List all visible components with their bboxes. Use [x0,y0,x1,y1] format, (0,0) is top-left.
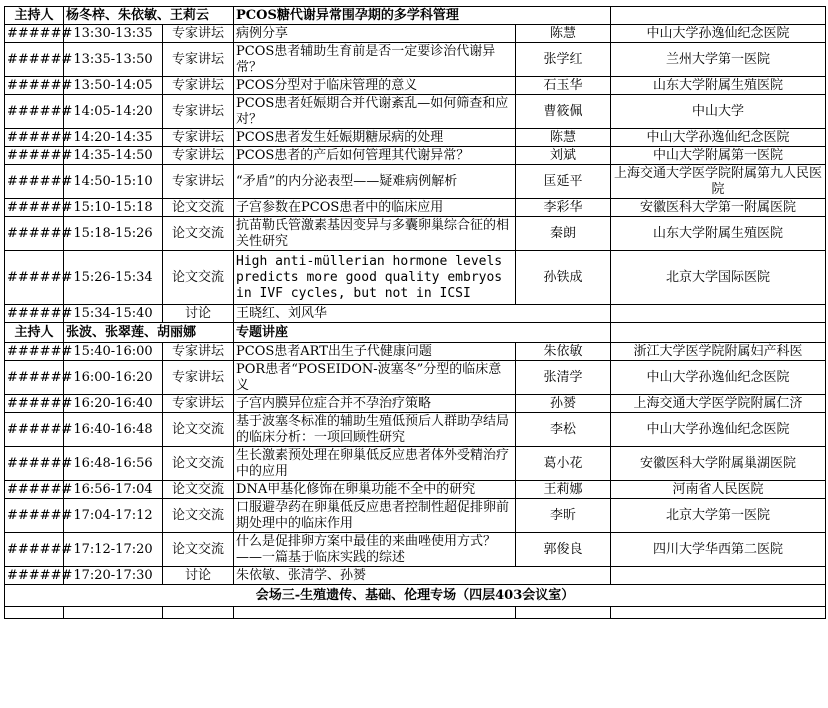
date-cell: ###### [5,43,64,77]
time-cell: 16:40-16:48 [64,413,163,447]
host-names: 张波、张翠莲、胡丽娜 [64,323,234,343]
date-cell: ###### [5,447,64,481]
speaker-cell: 朱依敏 [516,343,611,361]
time-cell: 15:18-15:26 [64,217,163,251]
type-cell: 专家讲坛 [163,343,234,361]
schedule-row [5,447,826,481]
institution-cell: 山东大学附属生殖医院 [611,77,826,95]
session-title: PCOS糖代谢异常围孕期的多学科管理 [234,7,611,25]
type-cell: 专家讲坛 [163,395,234,413]
type-cell: 论文交流 [163,533,234,567]
topic-cell: PCOS患者ART出生子代健康问题 [234,343,516,361]
date-cell: ###### [5,395,64,413]
time-cell: 15:34-15:40 [64,305,163,323]
schedule-row [5,533,826,567]
speaker-cell: 李昕 [516,499,611,533]
institution-cell: 北京大学第一医院 [611,499,826,533]
institution-cell: 兰州大学第一医院 [611,43,826,77]
empty-cell [611,323,826,343]
time-cell: 16:20-16:40 [64,395,163,413]
time-cell: 16:00-16:20 [64,361,163,395]
schedule-row [5,413,826,447]
topic-cell: 病例分享 [234,25,516,43]
empty-cell [5,607,64,619]
speaker-cell: 郭俊良 [516,533,611,567]
speaker-cell: 刘斌 [516,147,611,165]
schedule-row [5,343,826,361]
date-cell: ###### [5,567,64,585]
speaker-cell: 陈慧 [516,25,611,43]
topic-cell: PCOS患者的产后如何管理其代谢异常？ [234,147,516,165]
empty-cell [611,7,826,25]
institution-cell: 浙江大学医学院附属妇产科医 [611,343,826,361]
time-cell: 15:10-15:18 [64,199,163,217]
topic-cell: High anti-müllerian hormone levels predicts more good quality embryos in IVF cycles, but not in ICSI [234,251,516,305]
type-cell: 专家讲坛 [163,95,234,129]
host-names: 杨冬梓、朱依敏、王莉云 [64,7,234,25]
topic-cell: POR患者“POSEIDON-波塞冬”分型的临床意义 [234,361,516,395]
time-cell: 17:12-17:20 [64,533,163,567]
date-cell: ###### [5,95,64,129]
date-cell: ###### [5,343,64,361]
time-cell: 14:05-14:20 [64,95,163,129]
institution-cell: 四川大学华西第二医院 [611,533,826,567]
date-cell: ###### [5,129,64,147]
empty-cell [163,607,234,619]
type-cell: 论文交流 [163,447,234,481]
institution-cell: 山东大学附属生殖医院 [611,217,826,251]
speaker-cell: 李彩华 [516,199,611,217]
speaker-cell: 曹筱佩 [516,95,611,129]
schedule-row [5,567,826,585]
time-cell: 17:20-17:30 [64,567,163,585]
institution-cell: 北京大学国际医院 [611,251,826,305]
schedule-row [5,251,826,305]
date-cell: ###### [5,77,64,95]
type-cell: 论文交流 [163,413,234,447]
schedule-row [5,95,826,129]
next-row-partial [5,607,826,619]
date-cell: ###### [5,199,64,217]
schedule-row [5,147,826,165]
empty-cell [234,607,516,619]
date-cell: ###### [5,25,64,43]
speaker-cell: 匡延平 [516,165,611,199]
venue-row [5,585,826,607]
type-cell: 专家讲坛 [163,165,234,199]
type-cell: 论文交流 [163,199,234,217]
speaker-cell: 王莉娜 [516,481,611,499]
schedule-row [5,481,826,499]
type-cell: 专家讲坛 [163,77,234,95]
topic-cell: 什么是促排卵方案中最佳的来曲唑使用方式？ ——一篇基于临床实践的综述 [234,533,516,567]
time-cell: 14:20-14:35 [64,129,163,147]
topic-cell: 口服避孕药在卵巢低反应患者控制性超促排卵前期处理中的临床作用 [234,499,516,533]
topic-cell: 子宫参数在PCOS患者中的临床应用 [234,199,516,217]
empty-cell [516,607,611,619]
type-cell: 论文交流 [163,251,234,305]
date-cell: ###### [5,413,64,447]
schedule-row [5,361,826,395]
date-cell: ###### [5,361,64,395]
date-cell: ###### [5,147,64,165]
speaker-cell: 秦朗 [516,217,611,251]
institution-cell [611,567,826,585]
schedule-row [5,305,826,323]
topic-cell: PCOS分型对于临床管理的意义 [234,77,516,95]
topic-cell: 子宫内膜异位症合并不孕治疗策略 [234,395,516,413]
institution-cell: 河南省人民医院 [611,481,826,499]
topic-cell: DNA甲基化修饰在卵巢功能不全中的研究 [234,481,516,499]
speaker-cell: 葛小花 [516,447,611,481]
institution-cell: 安徽医科大学第一附属医院 [611,199,826,217]
topic-cell: PCOS患者辅助生育前是否一定要诊治代谢异常？ [234,43,516,77]
date-cell: ###### [5,165,64,199]
type-cell: 讨论 [163,567,234,585]
schedule-row [5,77,826,95]
type-cell: 讨论 [163,305,234,323]
speaker-cell: 孙赟 [516,395,611,413]
topic-cell: PCOS患者妊娠期合并代谢紊乱—如何筛查和应对？ [234,95,516,129]
time-cell: 17:04-17:12 [64,499,163,533]
host-label: 主持人 [5,323,64,343]
discussion-participants: 王晓红、刘风华 [234,305,611,323]
institution-cell: 中山大学附属第一医院 [611,147,826,165]
topic-cell: “矛盾”的内分泌表型——疑难病例解析 [234,165,516,199]
schedule-row [5,199,826,217]
date-cell: ###### [5,499,64,533]
time-cell: 15:26-15:34 [64,251,163,305]
speaker-cell: 石玉华 [516,77,611,95]
institution-cell: 中山大学孙逸仙纪念医院 [611,413,826,447]
schedule-row [5,395,826,413]
schedule-row [5,43,826,77]
institution-cell: 中山大学孙逸仙纪念医院 [611,25,826,43]
time-cell: 15:40-16:00 [64,343,163,361]
institution-cell: 上海交通大学医学院附属第九人民医院 [611,165,826,199]
empty-cell [64,607,163,619]
institution-cell: 安徽医科大学附属巢湖医院 [611,447,826,481]
session-header-row [5,7,826,25]
date-cell: ###### [5,481,64,499]
schedule-row [5,129,826,147]
institution-cell: 中山大学孙逸仙纪念医院 [611,361,826,395]
type-cell: 论文交流 [163,499,234,533]
venue-title: 会场三-生殖遗传、基础、伦理专场（四层403会议室） [5,585,826,607]
schedule-table [4,6,826,619]
session-title: 专题讲座 [234,323,611,343]
speaker-cell: 李松 [516,413,611,447]
discussion-participants: 朱依敏、张清学、孙赟 [234,567,611,585]
institution-cell: 中山大学 [611,95,826,129]
date-cell: ###### [5,251,64,305]
date-cell: ###### [5,217,64,251]
speaker-cell: 陈慧 [516,129,611,147]
time-cell: 14:50-15:10 [64,165,163,199]
date-cell: ###### [5,305,64,323]
institution-cell: 上海交通大学医学院附属仁济 [611,395,826,413]
schedule-row [5,165,826,199]
type-cell: 专家讲坛 [163,129,234,147]
time-cell: 13:50-14:05 [64,77,163,95]
time-cell: 16:48-16:56 [64,447,163,481]
empty-cell [611,607,826,619]
host-label: 主持人 [5,7,64,25]
schedule-row [5,25,826,43]
type-cell: 专家讲坛 [163,147,234,165]
time-cell: 13:30-13:35 [64,25,163,43]
type-cell: 专家讲坛 [163,361,234,395]
type-cell: 专家讲坛 [163,25,234,43]
topic-cell: 生长激素预处理在卵巢低反应患者体外受精治疗中的应用 [234,447,516,481]
topic-cell: PCOS患者发生妊娠期糖尿病的处理 [234,129,516,147]
speaker-cell: 孙铁成 [516,251,611,305]
time-cell: 13:35-13:50 [64,43,163,77]
schedule-row [5,499,826,533]
institution-cell: 中山大学孙逸仙纪念医院 [611,129,826,147]
type-cell: 论文交流 [163,481,234,499]
institution-cell [611,305,826,323]
type-cell: 专家讲坛 [163,43,234,77]
topic-cell: 基于波塞冬标准的辅助生殖低预后人群助孕结局的临床分析：一项回顾性研究 [234,413,516,447]
topic-cell: 抗苗勒氏管激素基因变异与多囊卵巢综合征的相关性研究 [234,217,516,251]
session-header-row [5,323,826,343]
schedule-row [5,217,826,251]
time-cell: 14:35-14:50 [64,147,163,165]
speaker-cell: 张清学 [516,361,611,395]
time-cell: 16:56-17:04 [64,481,163,499]
date-cell: ###### [5,533,64,567]
speaker-cell: 张学红 [516,43,611,77]
type-cell: 论文交流 [163,217,234,251]
